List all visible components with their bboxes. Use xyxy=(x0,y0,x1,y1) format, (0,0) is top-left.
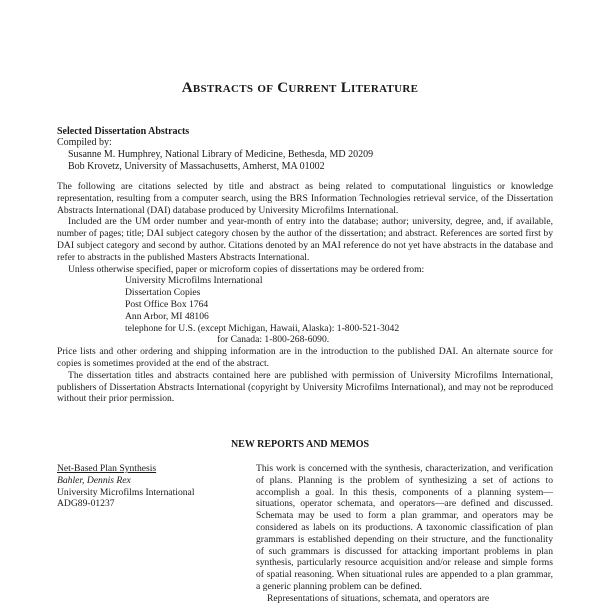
address-line: Dissertation Copies xyxy=(125,287,201,299)
address-line: Ann Arbor, MI 48106 xyxy=(125,310,209,322)
compiler-line: Susanne M. Humphrey, National Library of Medicine, Bethesda, MD 20209 xyxy=(68,149,374,160)
entry-author: Bahler, Dennis Rex xyxy=(57,474,131,486)
entry-publisher: University Microfilms International xyxy=(57,486,195,498)
entry-order-number: ADG89-01237 xyxy=(57,498,115,510)
section-heading: Selected Dissertation Abstracts xyxy=(57,126,190,137)
address-line: University Microfilms International xyxy=(125,275,263,287)
address-line: telephone for U.S. (except Michigan, Hawaii, Alaska): 1-800-521-3042 xyxy=(125,322,400,334)
entry-citation xyxy=(57,463,237,510)
intro-paragraph: The following are citations selected by title and abstract as being related to computational linguistics or knowledge representation, resulting from a computer search, using the BRS Information Technologies retrieval service, of the Dissertation Abstracts International (DAI) database produced by University Microfilms International. xyxy=(57,181,553,216)
address-line: Post Office Box 1764 xyxy=(125,298,209,310)
closing-paragraph: Price lists and other ordering and shipping information are in the introduction to the published DAI. An alternate source for copies is sometimes provided at the end of the abstract. xyxy=(57,346,553,369)
entry-abstract xyxy=(256,463,553,605)
entry-title: Net-Based Plan Synthesis xyxy=(57,463,157,474)
abstract-paragraph: Representations of situations, schemata, and operators are xyxy=(267,592,490,604)
compiled-by-label: Compiled by: xyxy=(57,137,112,148)
compiler-line: Bob Krovetz, University of Massachusetts, Amherst, MA 01002 xyxy=(68,161,325,172)
closing-paragraph: The dissertation titles and abstracts contained here are published with permission of University Microfilms International, publishers of Dissertation Abstracts International (copyright by University Microfilms International), and may not be reproduced without their prior permission. xyxy=(57,369,553,405)
intro-paragraph: Unless otherwise specified, paper or microform copies of dissertations may be ordered from: xyxy=(68,263,425,275)
address-line-canada: for Canada: 1-800-268-6090. xyxy=(217,334,330,346)
page-title: Abstracts of Current Literature xyxy=(181,80,419,96)
abstract-paragraph: This work is concerned with the synthesis, characterization, and verification of plans. Planning is the problem of synthesizing a set of actions to accomplish a goal. In this thesis, components of a planning system—situations, operator schemata, and operators—are defined and discussed. Schemata may be used to form a plan grammar, and operators may be considered as labels on its productions. A taxonomic classification of plan grammars is established depending on their structure, and the functionality of such grammars is discussed for attacking important problems in plan synthesis, particularly resource acquisition and/or release and simple forms of spatial reasoning. When situational rules are appended to a plan grammar, a generic planning problem can be defined. xyxy=(256,463,553,592)
intro-paragraph: Included are the UM order number and year-month of entry into the database; author; university, degree, and, if available, number of pages; title; DAI subject category chosen by the author of the dissertation; and abstract. References are sorted first by DAI subject category and second by author. Citations denoted by an MAI reference do not yet have abstracts in the database and refer to abstracts in the published Masters Abstracts International. xyxy=(57,216,553,263)
section-title: NEW REPORTS AND MEMOS xyxy=(230,439,370,450)
intro-text xyxy=(57,181,553,405)
